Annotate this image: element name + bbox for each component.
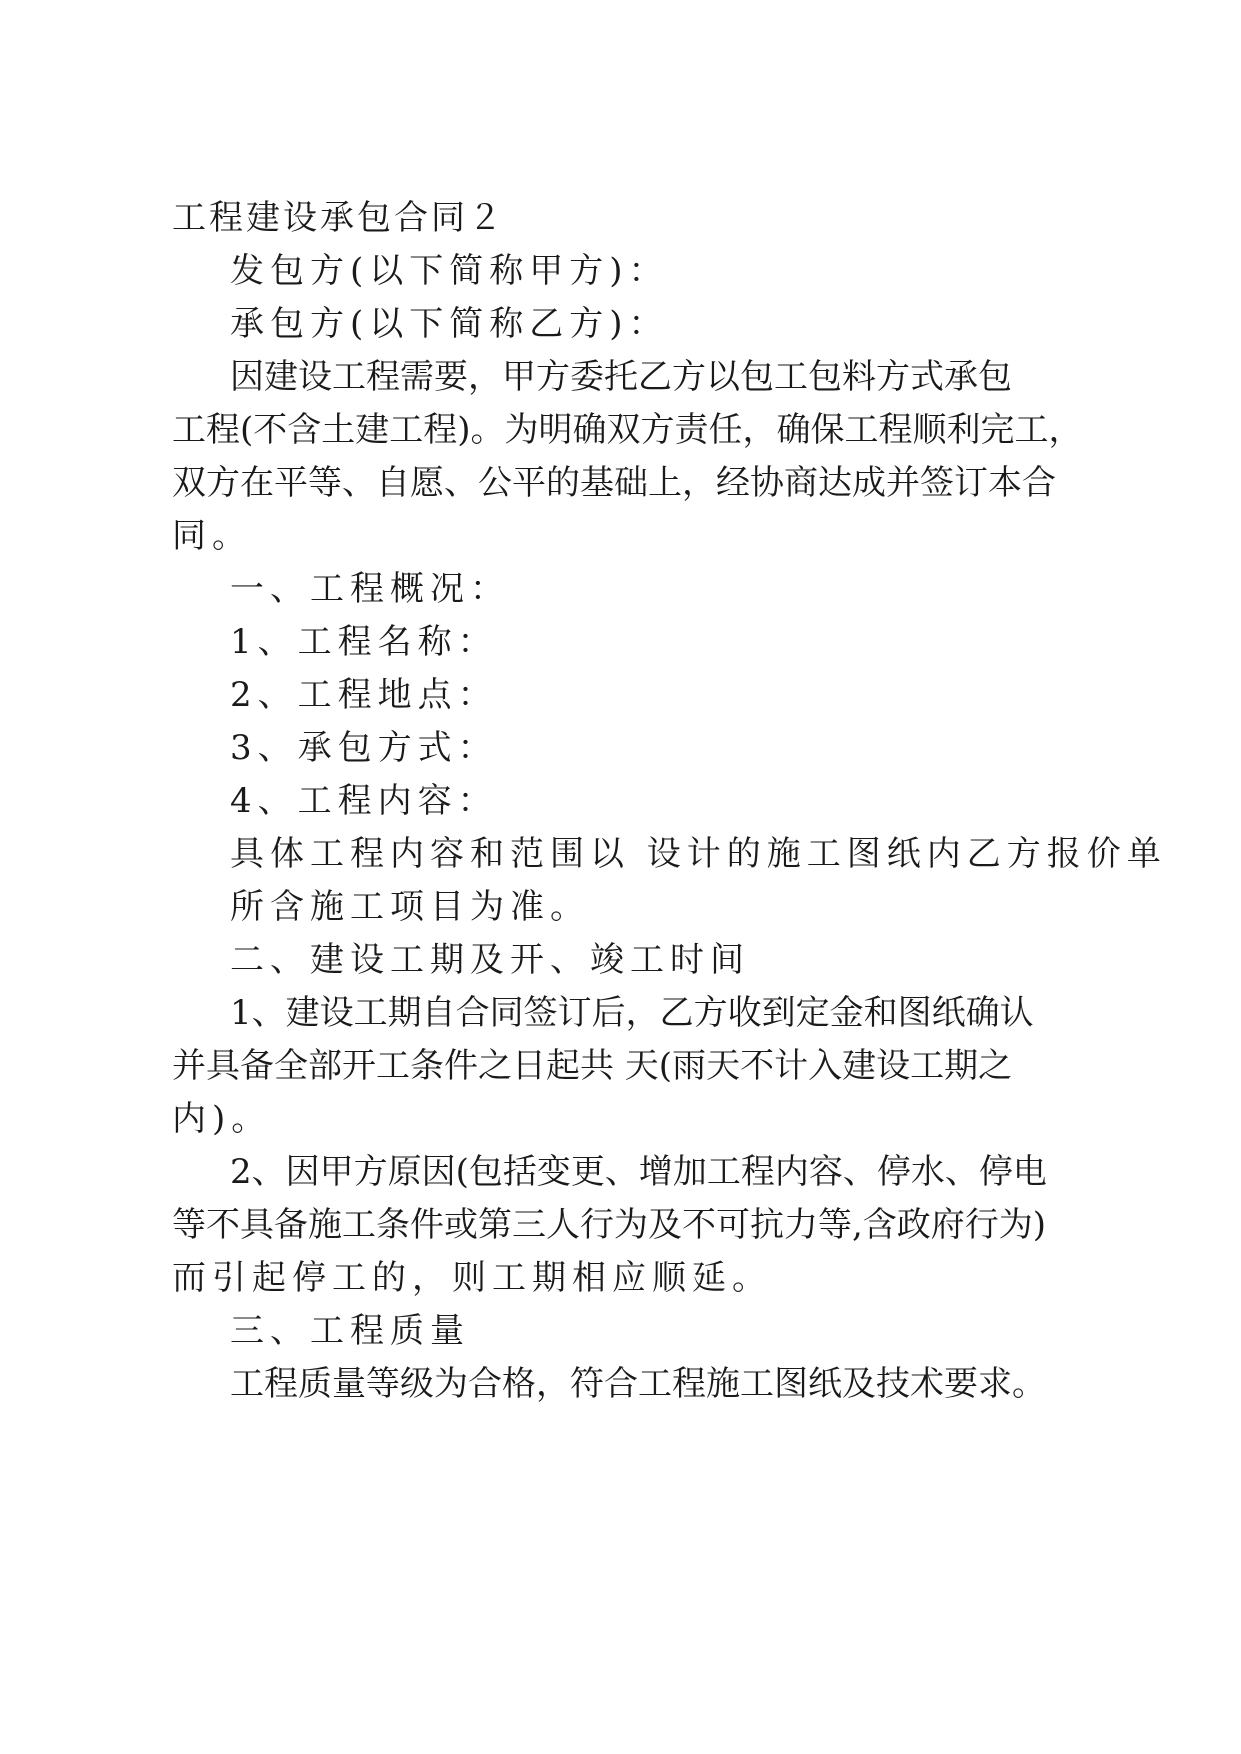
section-heading: 三、工程质量 (230, 1311, 470, 1351)
paragraph: 并具备全部开工条件之日起共 天(雨天不计入建设工期之 (172, 1046, 1013, 1086)
section-heading: 一、工程概况： (230, 569, 510, 609)
paragraph: 内)。 (172, 1099, 272, 1139)
paragraph: 所含施工项目为准。 (230, 887, 590, 927)
paragraph: 工程(不含土建工程)。为明确双方责任，确保工程顺利完工， (172, 410, 1083, 450)
paragraph: 而引起停工的，则工期相应顺延。 (172, 1258, 772, 1298)
list-item: 3、承包方式： (230, 728, 498, 768)
paragraph: 1、建设工期自合同签订后，乙方收到定金和图纸确认 (230, 993, 1034, 1033)
paragraph: 承包方(以下简称乙方)： (230, 304, 669, 344)
paragraph: 等不具备施工条件或第三人行为及不可抗力等,含政府行为) (172, 1205, 1047, 1245)
paragraph: 因建设工程需要，甲方委托乙方以包工包料方式承包 (230, 357, 1012, 397)
paragraph: 同。 (172, 516, 252, 556)
section-heading: 二、建设工期及开、竣工时间 (230, 940, 750, 980)
list-item: 2、工程地点： (230, 675, 498, 715)
paragraph: 发包方(以下简称甲方)： (230, 251, 669, 291)
paragraph: 工程质量等级为合格，符合工程施工图纸及技术要求。 (230, 1364, 1046, 1404)
document-title: 工程建设承包合同２ (172, 198, 505, 238)
list-item: 4、工程内容： (230, 781, 498, 821)
list-item: 1、工程名称： (230, 622, 498, 662)
paragraph: 具体工程内容和范围以 设计的施工图纸内乙方报价单 (230, 834, 1167, 874)
paragraph: 双方在平等、自愿、公平的基础上，经协商达成并签订本合 (172, 463, 1056, 503)
paragraph: 2、因甲方原因(包括变更、增加工程内容、停水、停电 (230, 1152, 1047, 1192)
